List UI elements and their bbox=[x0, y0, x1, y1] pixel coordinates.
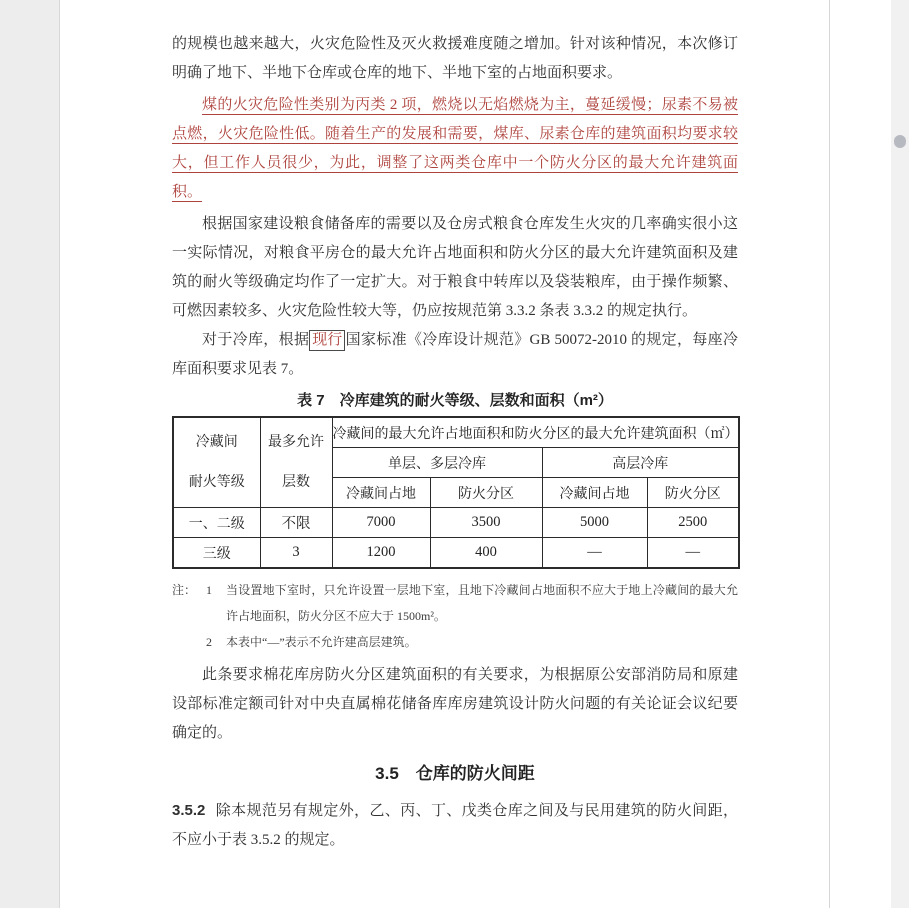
cell-grade: 一、二级 bbox=[173, 508, 260, 538]
table-row bbox=[173, 508, 739, 538]
paragraph-revision-red: 煤的火灾危险性类别为丙类 2 项，燃烧以无焰燃烧为主，蔓延缓慢；尿素不易被点燃，火灾危险性低。随着生产的发展和需要，煤库、尿素仓库的建筑面积均要求较大，但工作人员很少，为此，调整了这两类仓库中一个防火分区的最大允许建筑面积。 bbox=[172, 97, 738, 200]
note-item bbox=[172, 577, 738, 629]
paragraph-cold-storage bbox=[172, 326, 738, 384]
paragraph-continuation: 的规模也越来越大，火灾危险性及灭火救援难度随之增加。针对该种情况，本次修订明确了地下、半地下仓库或仓库的地下、半地下室的占地面积要求。 bbox=[172, 36, 738, 81]
clause-number: 3.5.2 bbox=[172, 802, 206, 819]
header-max-floors bbox=[260, 417, 332, 508]
left-gutter bbox=[0, 0, 60, 908]
section-heading-3-5: 3.5 仓库的防火间距 bbox=[375, 764, 535, 783]
cold-storage-text-after: 国家标准《冷库设计规范》GB 50072-2010 的规定，每座冷库面积要求见表 7。 bbox=[172, 332, 738, 377]
note-label bbox=[172, 629, 206, 655]
cell-floors: 不限 bbox=[260, 508, 332, 538]
cell-value: 2500 bbox=[647, 508, 739, 538]
header-fire-grade bbox=[173, 417, 260, 508]
cold-storage-text-before: 对于冷库，根据 bbox=[202, 332, 310, 348]
cell-value: — bbox=[647, 538, 739, 569]
note-text: 当设置地下室时，只允许设置一层地下室，且地下冷藏间占地面积不应大于地上冷藏间的最大允许占地面积，防火分区不应大于 1500m²。 bbox=[226, 583, 738, 623]
table-row bbox=[173, 417, 739, 448]
note-number: 2 bbox=[206, 635, 212, 649]
table-notes bbox=[172, 577, 738, 655]
subheader-footprint-2: 冷藏间占地 bbox=[542, 478, 647, 508]
table-7 bbox=[172, 416, 740, 569]
clause-text: 除本规范另有规定外，乙、丙、丁、戊类仓库之间及与民用建筑的防火间距，不应小于表 3.5.2 的规定。 bbox=[172, 803, 738, 848]
paragraph-cotton-warehouse: 此条要求棉花库房防火分区建筑面积的有关要求，为根据原公安部消防局和原建设部标准定额司针对中央直属棉花储备库库房建筑设计防火问题的有关论证会议纪要确定的。 bbox=[172, 667, 738, 741]
cell-value: — bbox=[542, 538, 647, 569]
cell-floors: 3 bbox=[260, 538, 332, 569]
header-max-floors-line1: 最多允许 bbox=[268, 434, 324, 450]
cell-value: 5000 bbox=[542, 508, 647, 538]
cell-value: 400 bbox=[430, 538, 542, 569]
document-page bbox=[60, 0, 830, 908]
paragraph-grain-storage: 根据国家建设粮食储备库的需要以及仓房式粮食仓库发生火灾的几率确实很小这一实际情况，对粮食平房仓的最大允许占地面积和防火分区的最大允许建筑面积及建筑的耐火等级确定均作了一定扩大。对于粮食中转库以及袋装粮库，由于操作频繁、可燃因素较多、火灾危险性较大等，仍应按规范第 3.3.2 条表 3.3.2 的规定执行。 bbox=[172, 216, 738, 319]
revision-mark-boxed: 现行 bbox=[309, 330, 345, 351]
table-7-title: 表 7 冷库建筑的耐火等级、层数和面积（m²） bbox=[297, 392, 613, 409]
cell-value: 3500 bbox=[430, 508, 542, 538]
cell-grade: 三级 bbox=[173, 538, 260, 569]
scrollbar-thumb[interactable] bbox=[894, 135, 906, 148]
subheader-fire-zone-2: 防火分区 bbox=[647, 478, 739, 508]
header-max-floors-line2: 层数 bbox=[282, 474, 310, 490]
note-text: 本表中“—”表示不允许建高层建筑。 bbox=[226, 635, 417, 649]
header-group-single-multi: 单层、多层冷库 bbox=[332, 448, 542, 478]
page-content bbox=[172, 0, 738, 855]
note-item bbox=[172, 629, 738, 655]
subheader-footprint-1: 冷藏间占地 bbox=[332, 478, 430, 508]
header-fire-grade-line1: 冷藏间 bbox=[195, 434, 238, 450]
table-row bbox=[173, 538, 739, 569]
cell-value: 7000 bbox=[332, 508, 430, 538]
header-span-area: 冷藏间的最大允许占地面积和防火分区的最大允许建筑面积（㎡） bbox=[332, 417, 739, 448]
header-group-highrise: 高层冷库 bbox=[542, 448, 739, 478]
cell-value: 1200 bbox=[332, 538, 430, 569]
note-number: 1 bbox=[206, 583, 212, 597]
header-fire-grade-line2: 耐火等级 bbox=[188, 474, 245, 490]
subheader-fire-zone-1: 防火分区 bbox=[430, 478, 542, 508]
paragraph-clause-3-5-2 bbox=[172, 796, 738, 855]
note-label: 注： bbox=[172, 583, 197, 597]
